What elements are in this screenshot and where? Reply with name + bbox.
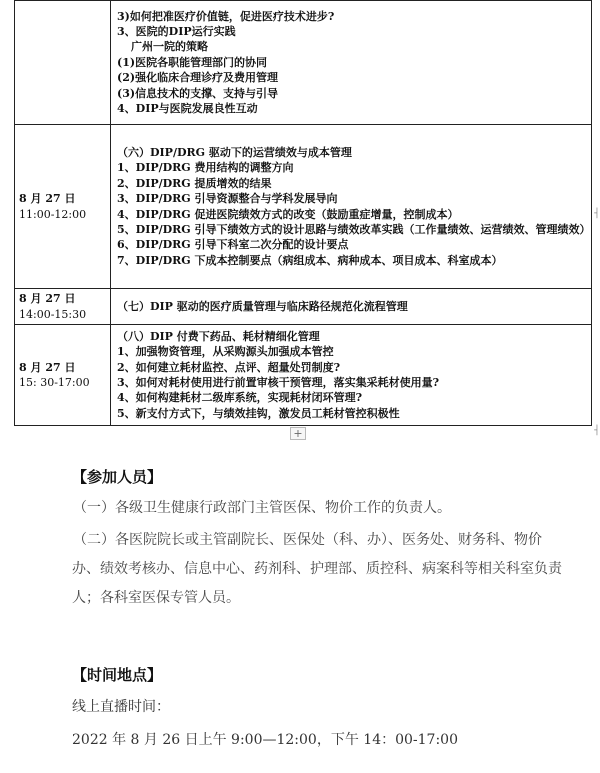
list-item: (3)信息技术的支撑、支持与引导 [117,86,279,100]
table-row [15,125,592,289]
list-item: 4、DIP/DRG 促进医院绩效方式的改变（鼓励重症增量，控制成本） [117,207,459,221]
time-place-heading: 【时间地点】 [72,666,163,684]
list-item: 1、DIP/DRG 费用结构的调整方向 [117,161,294,175]
list-item: 3、如何对耗材使用进行前置审核干预管理，落实集采耗材使用量? [117,376,440,389]
time-cell [15,1,111,125]
list-item: 5、DIP/DRG 引导下绩效方式的设计思路与绩效改革实践（工作量绩效、运营绩效、管理绩效） [117,222,591,236]
list-item: 2、如何建立耗材监控、点评、超量处罚制度? [117,360,341,374]
content-cell [111,289,592,325]
participants-item: （一）各级卫生健康行政部门主管医保、物价工作的负责人。 [73,500,451,516]
time-cell [15,289,111,325]
table-row [15,289,592,325]
table-row [15,1,592,125]
list-item: 7、DIP/DRG 下成本控制要点（病组成本、病种成本、项目成本、科室成本） [117,253,503,267]
list-item: 5、新支付方式下，与绩效挂钩，激发员工耗材管控积极性 [117,406,400,420]
participants-item: （二）各医院院长或主管副院长、医保处（科、办）、医务处、财务科、物价办、绩效考核办、信息中心、药剂科、护理部、质控科、病案科等相关科室负责人；各科室医保专管人员。 [72,532,562,606]
list-item: 2、DIP/DRG 提质增效的结果 [117,176,272,190]
time-date: 8 月 27 日 [19,292,76,306]
live-time: 2022 年 8 月 26 日上午 9:00—12:00，下午 14：00-17:00 [72,732,458,748]
table-resize-handle[interactable]: ┤ [594,426,600,436]
list-item: （七）DIP 驱动的医疗质量管理与临床路径规范化流程管理 [117,299,408,313]
time-cell [15,325,111,426]
list-item: （六）DIP/DRG 驱动下的运营绩效与成本管理 [117,145,352,159]
time-cell [15,125,111,289]
list-item: 6、DIP/DRG 引导下科室二次分配的设计要点 [117,238,349,252]
list-item: (2)强化临床合理诊疗及费用管理 [117,71,279,85]
time-date: 8 月 27 日 [19,192,76,206]
list-item: 4、DIP与医院发展良性互动 [117,102,258,116]
time-range: 14:00-15:30 [19,307,87,321]
content-cell [111,125,592,289]
list-item: 广州一院的策略 [131,40,208,54]
list-item: 3、DIP/DRG 引导资源整合与学科发展导向 [117,192,338,206]
list-item: 3)如何把准医疗价值链，促进医疗技术进步? [117,9,335,23]
time-range: 11:00-12:00 [19,207,87,221]
list-item: 1、加强物资管理，从采购源头加强成本管控 [117,345,334,359]
content-cell [111,1,592,125]
table-resize-handle[interactable]: ┤ [594,209,600,219]
list-item: （八）DIP 付费下药品、耗材精细化管理 [117,329,320,343]
participants-heading: 【参加人员】 [72,468,163,486]
content-cell [111,325,592,426]
list-item: (1)医院各职能管理部门的协同 [117,55,268,69]
live-label: 线上直播时间： [72,699,170,715]
table-row [15,325,592,426]
list-item: 3、医院的DIP运行实践 [117,24,236,38]
list-item: 4、如何构建耗材二级库系统，实现耗材闭环管理? [117,391,363,405]
schedule-table [14,0,592,426]
time-date: 8 月 27 日 [19,360,76,374]
add-row-button[interactable]: + [290,427,306,440]
time-range: 15: 30-17:00 [19,376,90,389]
